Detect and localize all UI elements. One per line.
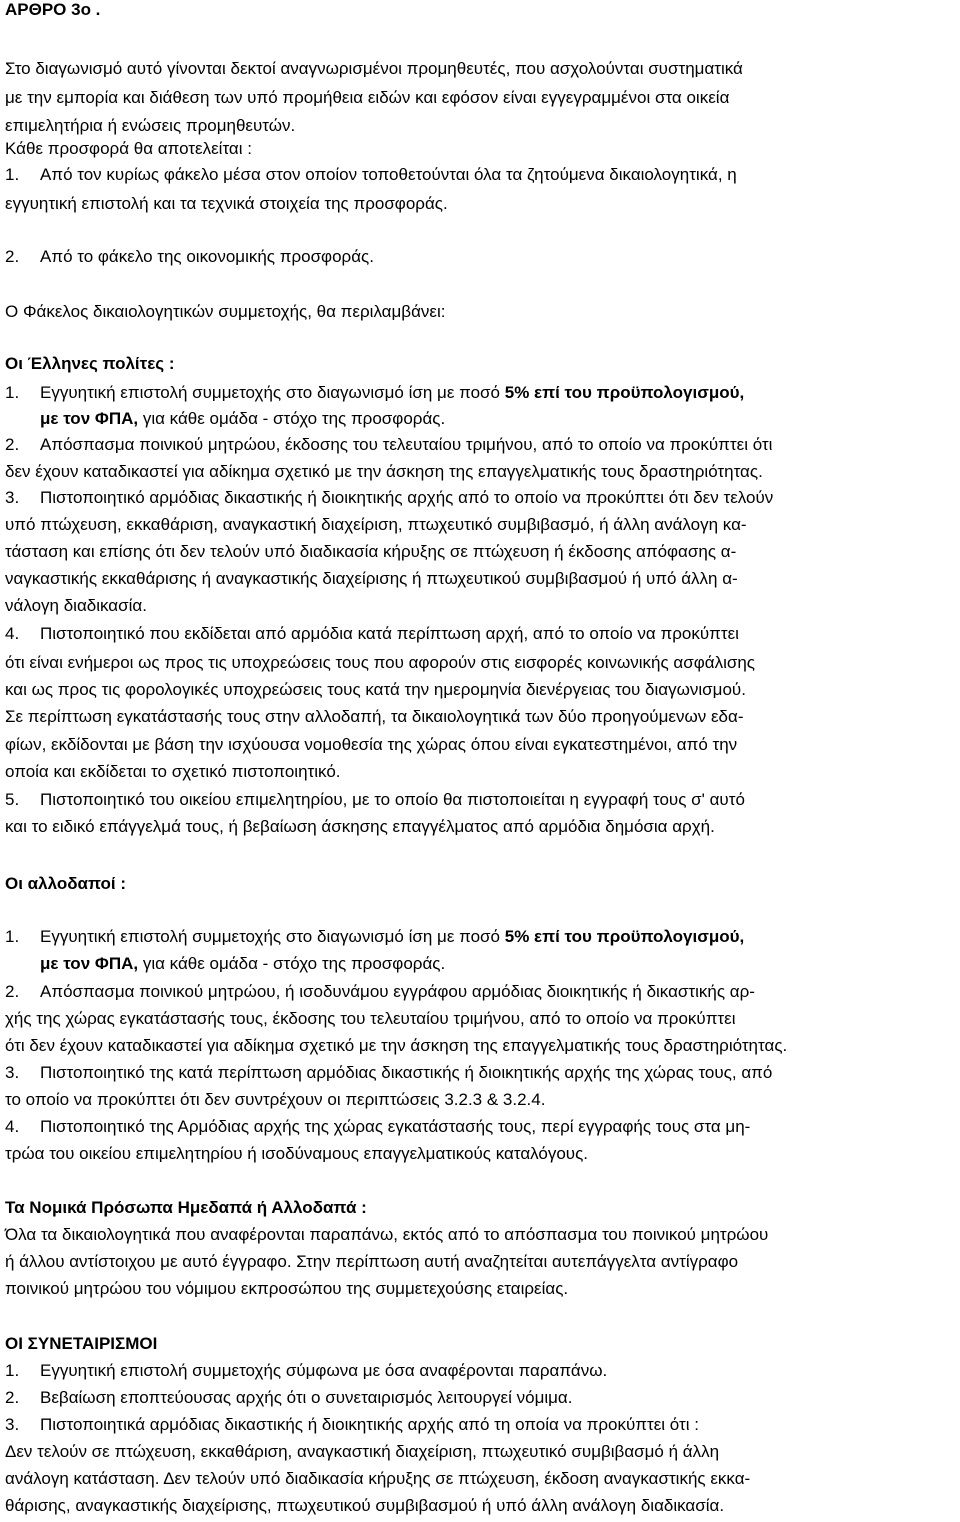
list-item	[5, 165, 737, 185]
list-text: Πιστοποιητικά αρμόδιας δικαστικής ή διοικητικής αρχής από τη οποία να προκύπτει ότι :	[40, 1415, 699, 1434]
list-item-continued: και το ειδικό επάγγελμά τους, ή βεβαίωση άσκησης επαγγέλματος από αρμόδια δημόσια αρχή.	[5, 817, 715, 836]
list-text-bold: 5% επί του προϋπολογισμού,	[504, 383, 745, 402]
list-text: Από τον κυρίως φάκελο μέσα στον οποίον τοποθετούνται όλα τα ζητούμενα δικαιολογητικά, η	[40, 165, 737, 184]
paragraph-line: ή άλλου αντίστοιχου με αυτό έγγραφο. Στην περίπτωση αυτή αναζητείται αυτεπάγγελτα αντίγραφο	[5, 1252, 739, 1271]
list-text-bold: με τον ΦΠΑ,	[40, 409, 139, 428]
list-item-continued: χής της χώρας εγκατάστασής τους, έκδοσης του τελευταίου τριμήνου, από το οποίο να προκύπτει	[5, 1009, 736, 1028]
list-text: Απόσπασμα ποινικού μητρώου, έκδοσης του τελευταίου τριμήνου, από το οποίο να προκύπτει ότι	[40, 435, 773, 454]
paragraph-line: Δεν τελούν σε πτώχευση, εκκαθάριση, αναγκαστική διαχείριση, πτωχευτικό συμβιβασμό ή άλλη	[5, 1442, 720, 1461]
list-text: Εγγυητική επιστολή συμμετοχής στο διαγωνισμό ίση με ποσό	[40, 383, 505, 402]
list-number: 2.	[5, 435, 20, 454]
section-heading-cooperatives: ΟΙ ΣΥΝΕΤΑΙΡΙΣΜΟΙ	[5, 1334, 158, 1353]
list-item	[5, 982, 755, 1002]
list-item-continued: ότι δεν έχουν καταδικαστεί για αδίκημα σχετικό με την άσκηση της επαγγελματικής τους δραστηριότητας.	[5, 1036, 788, 1055]
list-item	[5, 435, 772, 455]
list-text-bold: 5% επί του προϋπολογισμού,	[504, 927, 745, 946]
list-item-continued: τάσταση και επίσης ότι δεν τελούν υπό διαδικασία κήρυξης σε πτώχευση ή έκδοσης απόφασης α-	[5, 542, 737, 561]
list-number: 4.	[5, 1117, 20, 1136]
list-number: 2.	[5, 247, 20, 266]
list-text: Πιστοποιητικό του οικείου επιμελητηρίου, με το οποίο θα πιστοποιείται η εγγραφή τους σ' αυτό	[40, 790, 745, 809]
list-text: Απόσπασμα ποινικού μητρώου, ή ισοδυνάμου εγγράφου αρμόδιας διοικητικής ή δικαστικής αρ-	[40, 982, 755, 1001]
list-item-continued: οποία και εκδίδεται το σχετικό πιστοποιητικό.	[5, 762, 341, 781]
list-item	[5, 1117, 750, 1137]
list-number: 3.	[5, 1063, 20, 1082]
list-item-continued: εγγυητική επιστολή και τα τεχνικά στοιχεία της προσφοράς.	[5, 194, 448, 213]
list-item-continued: το οποίο να προκύπτει ότι δεν συντρέχουν οι περιπτώσεις 3.2.3 & 3.2.4.	[5, 1090, 546, 1109]
list-text: Πιστοποιητικό της κατά περίπτωση αρμόδιας δικαστικής ή διοικητικής αρχής της χώρας τους, από	[40, 1063, 773, 1082]
intro-line: επιμελητήρια ή ενώσεις προμηθευτών.	[5, 116, 296, 135]
list-item	[5, 927, 744, 947]
intro-line: Κάθε προσφορά θα αποτελείται :	[5, 139, 252, 158]
list-item-continued: υπό πτώχευση, εκκαθάριση, αναγκαστική διαχείριση, πτωχευτικό συμβιβασμό, ή άλλη ανάλογη κα-	[5, 515, 747, 534]
section-heading-legal-entities: Τα Νομικά Πρόσωπα Ημεδαπά ή Αλλοδαπά :	[5, 1198, 367, 1217]
section-heading-greeks: Οι Έλληνες πολίτες :	[5, 354, 175, 373]
list-text: Από το φάκελο της οικονομικής προσφοράς.	[40, 247, 374, 266]
list-item-continued	[40, 409, 445, 429]
list-number: 1.	[5, 383, 20, 402]
list-item-continued: νάλογη διαδικασία.	[5, 596, 147, 615]
list-text-bold: με τον ΦΠΑ,	[40, 954, 139, 973]
paragraph-line: ποινικού μητρώου του νόμιμου εκπροσώπου της συμμετεχούσης εταιρείας.	[5, 1279, 569, 1298]
list-number: 1.	[5, 927, 20, 946]
intro-line: Στο διαγωνισμό αυτό γίνονται δεκτοί αναγνωρισμένοι προμηθευτές, που ασχολούνται συστηματικά	[5, 59, 743, 78]
list-number: 3.	[5, 488, 20, 507]
list-item	[5, 1063, 772, 1083]
list-number: 4.	[5, 624, 20, 643]
list-item-continued: ότι είναι ενήμεροι ως προς τις υποχρεώσεις τους που αφορούν στις εισφορές κοινωνικής ασφάλισης	[5, 653, 755, 672]
list-item	[5, 790, 745, 810]
list-text: για κάθε ομάδα - στόχο της προσφοράς.	[138, 409, 446, 428]
list-item-continued: τρώα του οικείου επιμελητηρίου ή ισοδύναμους επαγγελματικούς καταλόγους.	[5, 1144, 589, 1163]
list-number: 1.	[5, 165, 20, 184]
list-text: Πιστοποιητικό της Αρμόδιας αρχής της χώρας εγκατάστασής τους, περί εγγραφής τους στα μη-	[40, 1117, 751, 1136]
list-number: 5.	[5, 790, 20, 809]
list-number: 3.	[5, 1415, 20, 1434]
paragraph-line: ανάλογη κατάσταση. Δεν τελούν υπό διαδικασία κήρυξης σε πτώχευση, έκδοση αναγκαστικής εκκα-	[5, 1469, 751, 1488]
list-item	[5, 488, 773, 508]
list-text: για κάθε ομάδα - στόχο της προσφοράς.	[138, 954, 446, 973]
list-item	[5, 1361, 607, 1381]
paragraph-line: θάρισης, αναγκαστικής διαχείρισης, πτωχευτικού συμβιβασμού ή υπό άλλη ανάλογη διαδικασία.	[5, 1496, 725, 1515]
list-text: Πιστοποιητικό που εκδίδεται από αρμόδια κατά περίπτωση αρχή, από το οποίο να προκύπτει	[40, 624, 739, 643]
section-heading-foreigners: Οι αλλοδαποί :	[5, 874, 127, 893]
paragraph-line: Όλα τα δικαιολογητικά που αναφέρονται παραπάνω, εκτός από το απόσπασμα του ποινικού μητρώου	[5, 1225, 769, 1244]
list-item-continued: και ως προς τις φορολογικές υποχρεώσεις τους κατά την ημερομηνία διενέργειας του διαγωνισμού.	[5, 680, 746, 699]
list-text: Εγγυητική επιστολή συμμετοχής σύμφωνα με όσα αναφέρονται παραπάνω.	[40, 1361, 608, 1380]
intro-line: με την εμπορία και διάθεση των υπό προμήθεια ειδών και εφόσον είναι εγγεγραμμένοι στα οικεία	[5, 88, 730, 107]
list-number: 2.	[5, 982, 20, 1001]
list-item-continued: δεν έχουν καταδικαστεί για αδίκημα σχετικό με την άσκηση της επαγγελματικής τους δραστηριότητας.	[5, 462, 763, 481]
article-title: ΑΡΘΡΟ 3ο .	[5, 0, 101, 19]
list-item-continued	[40, 954, 445, 974]
list-item-continued: φίων, εκδίδονται με βάση την ισχύουσα νομοθεσία της χώρας όπου είναι εγκατεστημένοι, από την	[5, 735, 738, 754]
list-item-continued: ναγκαστικής εκκαθάρισης ή αναγκαστικής διαχείρισης ή πτωχευτικού συμβιβασμού ή υπό άλλη α-	[5, 569, 738, 588]
list-item	[5, 1388, 573, 1408]
list-text: Εγγυητική επιστολή συμμετοχής στο διαγωνισμό ίση με ποσό	[40, 927, 505, 946]
list-item	[5, 247, 374, 267]
list-item	[5, 1415, 699, 1435]
list-number: 2.	[5, 1388, 20, 1407]
list-item-continued: Σε περίπτωση εγκατάστασής τους στην αλλοδαπή, τα δικαιολογητικά των δύο προηγούμενων εδα-	[5, 707, 744, 726]
list-text: Βεβαίωση εποπτεύουσας αρχής ότι ο συνεταιρισμός λειτουργεί νόμιμα.	[40, 1388, 573, 1407]
envelope-intro: Ο Φάκελος δικαιολογητικών συμμετοχής, θα περιλαμβάνει:	[5, 302, 446, 321]
list-text: Πιστοποιητικό αρμόδιας δικαστικής ή διοικητικής αρχής από το οποίο να προκύπτει ότι δεν τελούν	[40, 488, 774, 507]
list-item	[5, 383, 744, 403]
list-number: 1.	[5, 1361, 20, 1380]
list-item	[5, 624, 739, 644]
